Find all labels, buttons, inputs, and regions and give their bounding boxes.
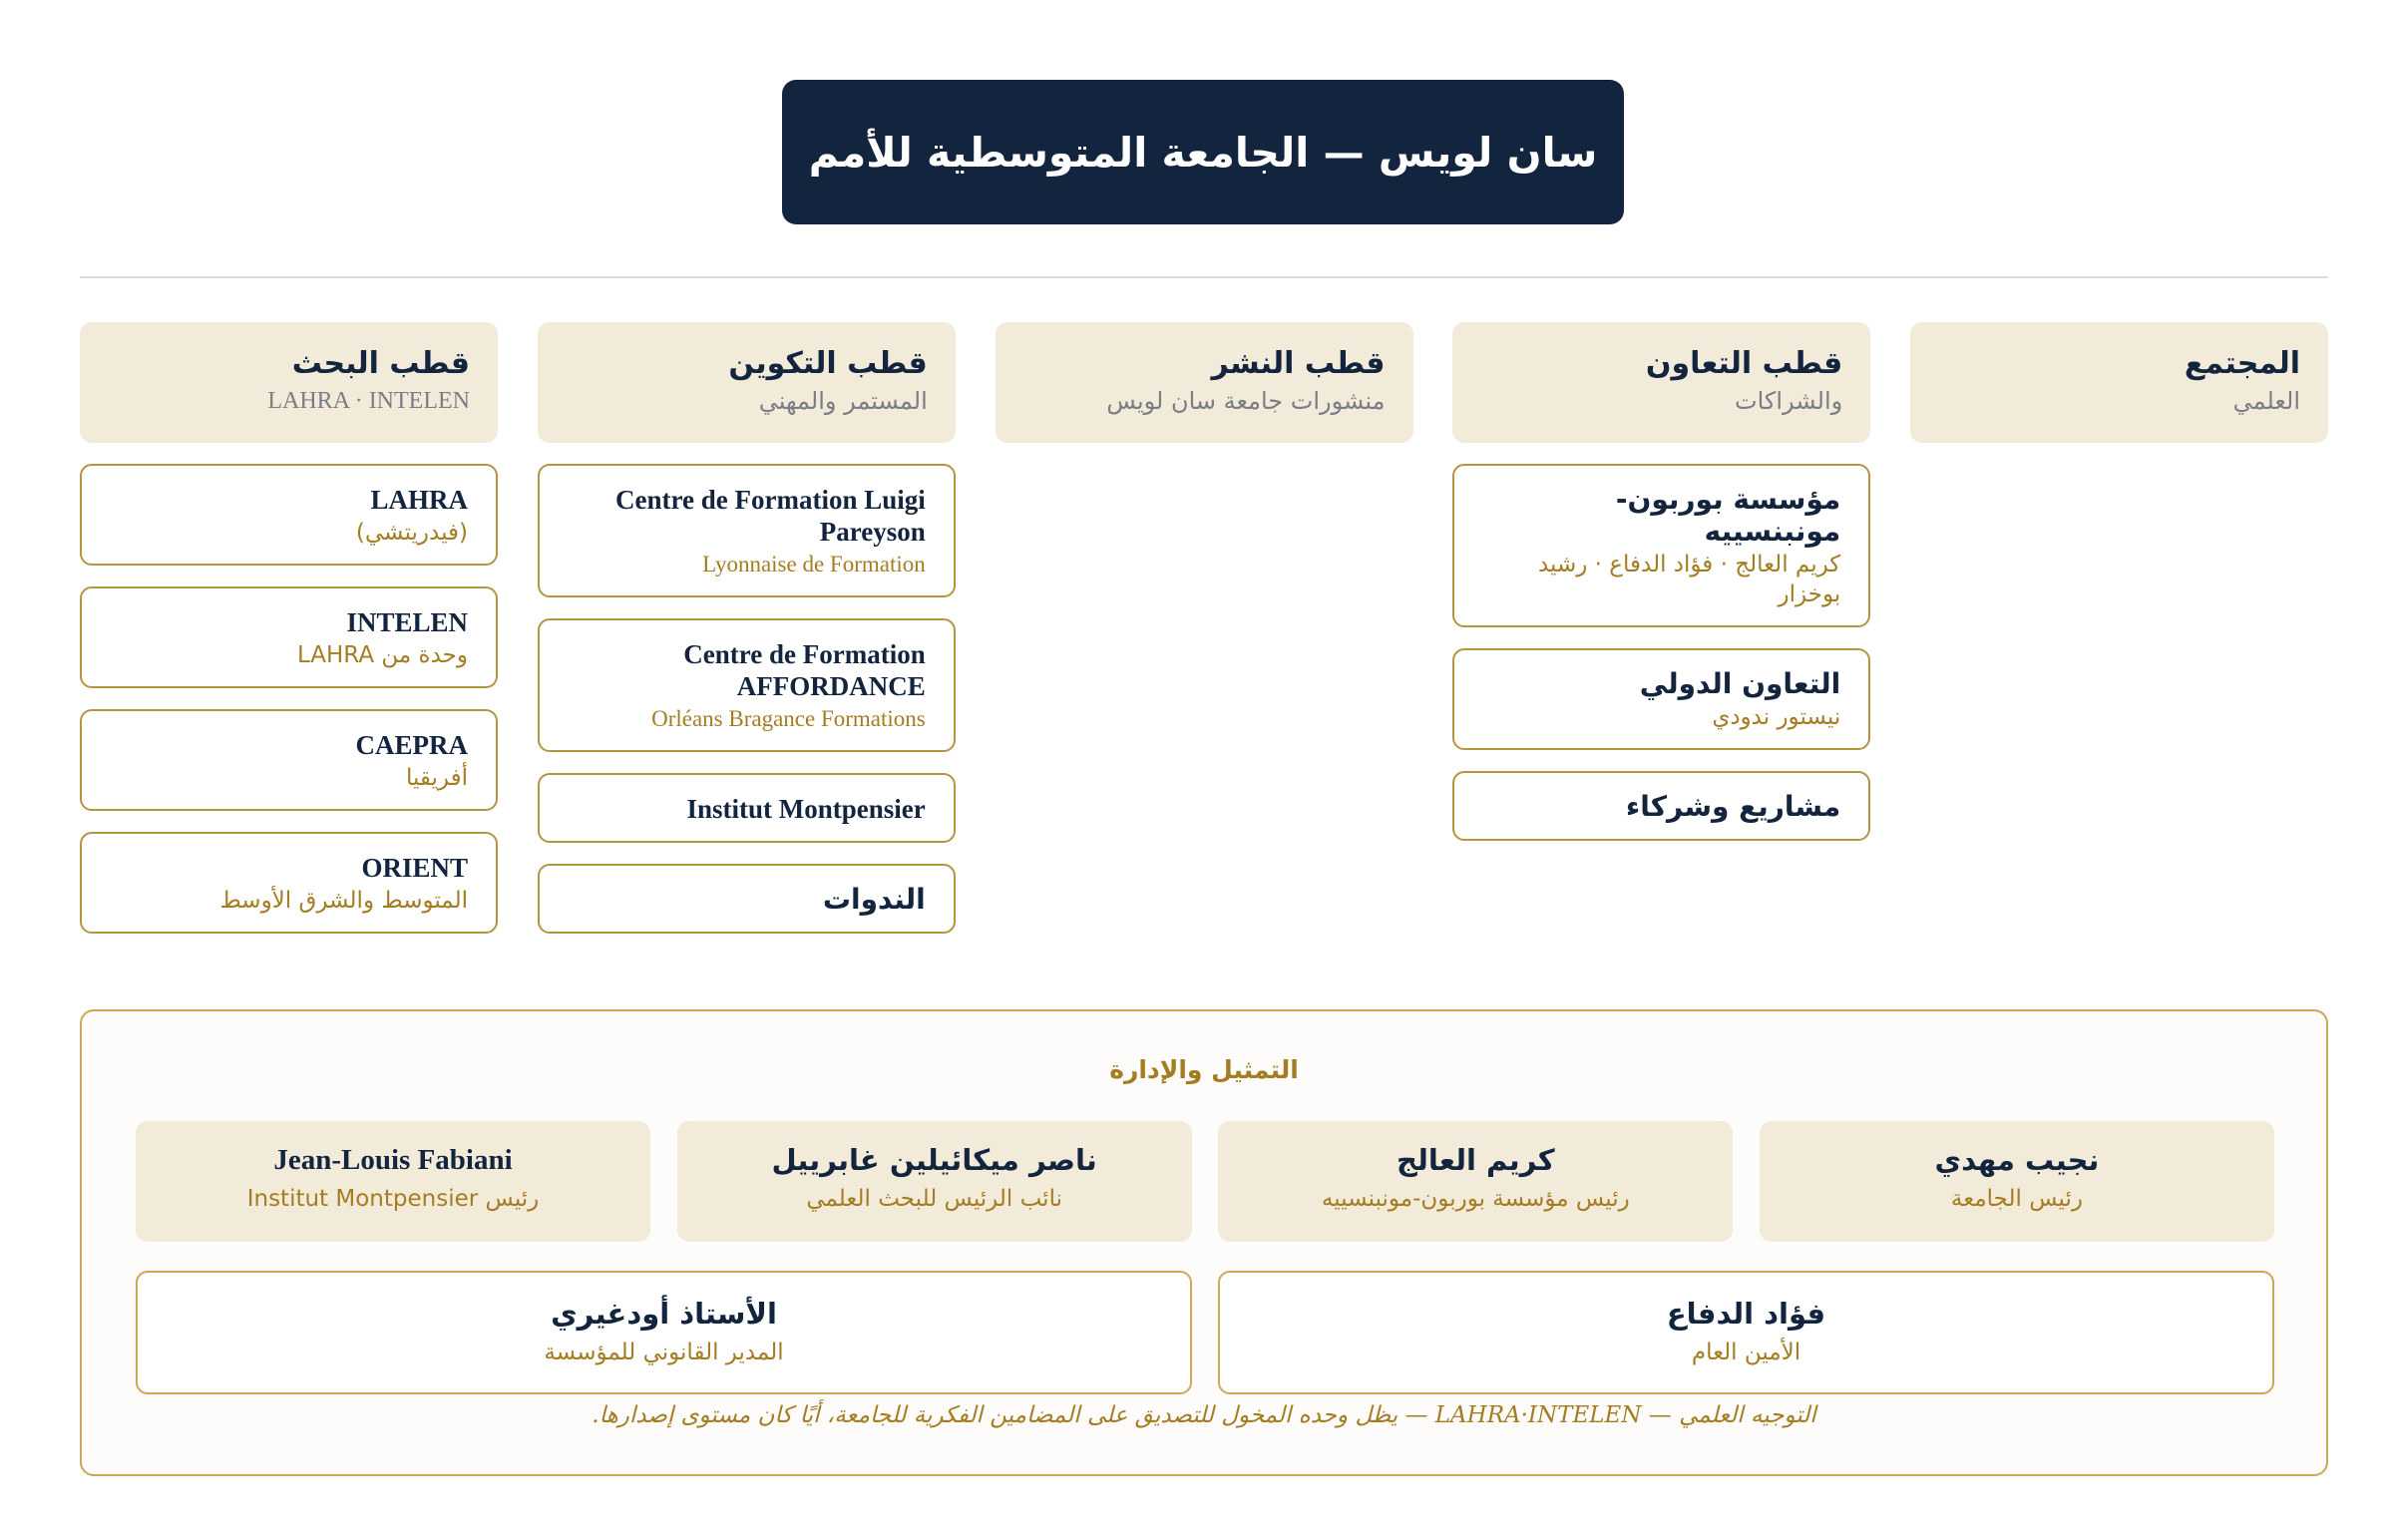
person-name: فؤاد الدفاع	[1666, 1297, 1826, 1331]
card-title: الندوات	[822, 883, 926, 916]
person-name: ناصر ميكائيلين غابرييل	[771, 1143, 1097, 1177]
card-title: Centre de Formation Luigi Pareyson	[615, 485, 926, 547]
column-community	[1910, 322, 2328, 934]
pole-header-research[interactable]	[80, 322, 498, 443]
governance-row-leaders	[136, 1121, 2274, 1242]
card-title: مؤسسة بوربون-مونبنسييه	[1615, 483, 1841, 548]
pole-title: المجتمع	[2184, 346, 2300, 381]
card-bourbon-montpensier-foundation[interactable]	[1452, 464, 1870, 627]
column-research	[80, 322, 498, 934]
card-seminars[interactable]	[538, 864, 956, 934]
pole-subtitle: المستمر والمهني	[758, 387, 928, 415]
person-name: Jean-Louis Fabiani	[273, 1144, 513, 1176]
column-cooperation	[1452, 322, 1870, 934]
main-title: سان لويس — الجامعة المتوسطية للأمم	[782, 80, 1624, 224]
person-card-foundation-president[interactable]	[1218, 1121, 1733, 1242]
poles-columns	[80, 322, 2328, 934]
card-affordance[interactable]	[538, 618, 956, 752]
card-subtitle: وحدة من LAHRA	[296, 642, 468, 668]
person-role: الأمين العام	[1691, 1340, 1801, 1365]
pole-title: قطب التعاون	[1645, 346, 1843, 381]
person-card-institut-president[interactable]	[136, 1121, 650, 1242]
pole-subtitle: العلمي	[2232, 387, 2300, 415]
card-title: Institut Montpensier	[686, 794, 926, 824]
card-international-cooperation[interactable]	[1452, 648, 1870, 750]
divider	[80, 276, 2328, 278]
governance-row-administration	[136, 1271, 2274, 1394]
person-name: نجيب مهدي	[1934, 1143, 2100, 1177]
card-title: مشاريع وشركاء	[1625, 790, 1841, 823]
pole-subtitle: منشورات جامعة سان لويس	[1106, 387, 1386, 415]
person-role: نائب الرئيس للبحث العلمي	[806, 1186, 1062, 1212]
pole-header-community[interactable]	[1910, 322, 2328, 443]
card-title: التعاون الدولي	[1639, 667, 1841, 700]
person-card-legal-director[interactable]	[136, 1271, 1192, 1394]
card-institut-montpensier[interactable]	[538, 773, 956, 843]
card-projects-partners[interactable]	[1452, 771, 1870, 841]
card-subtitle: نيستور ندودي	[1712, 704, 1841, 730]
pole-subtitle: LAHRA · INTELEN	[267, 388, 470, 414]
person-role: المدير القانوني للمؤسسة	[544, 1340, 784, 1365]
card-title: ORIENT	[361, 853, 468, 883]
card-title: CAEPRA	[355, 730, 468, 760]
card-title: INTELEN	[346, 607, 468, 637]
person-role: رئيس الجامعة	[1950, 1186, 2084, 1212]
person-card-vp-research[interactable]	[677, 1121, 1192, 1242]
governance-panel	[80, 1009, 2328, 1476]
pole-subtitle: والشراكات	[1735, 387, 1843, 415]
card-subtitle: (فيدريتشي)	[355, 520, 468, 546]
pole-header-cooperation[interactable]	[1452, 322, 1870, 443]
person-card-secretary-general[interactable]	[1218, 1271, 2274, 1394]
person-role: رئيس مؤسسة بوربون-مونبنسييه	[1321, 1186, 1630, 1212]
card-subtitle: كريم العالج · فؤاد الدفاع · رشيد بوخزار	[1537, 552, 1841, 607]
person-role: رئيس Institut Montpensier	[246, 1186, 540, 1212]
person-name: الأستاذ أودغيري	[551, 1297, 777, 1331]
card-caepra[interactable]	[80, 709, 498, 811]
pole-header-training[interactable]	[538, 322, 956, 443]
card-subtitle: أفريقيا	[405, 765, 468, 791]
pole-title: قطب البحث	[291, 346, 470, 381]
card-subtitle: Orléans Bragance Formations	[651, 706, 926, 731]
pole-title: قطب التكوين	[728, 346, 928, 381]
card-lahra[interactable]	[80, 464, 498, 566]
governance-heading: التمثيل والإدارة	[1109, 1055, 1299, 1084]
column-publishing	[996, 322, 1413, 934]
pole-title: قطب النشر	[1211, 346, 1386, 381]
card-intelen[interactable]	[80, 586, 498, 688]
governance-note: التوجيه العلمي — LAHRA·INTELEN — يظل وحده المخول للتصديق على المضامين الفكرية للجامعة، أيًا كان مستوى إصدارها.	[592, 1402, 1816, 1428]
person-name: كريم العالج	[1396, 1143, 1555, 1177]
card-title: LAHRA	[370, 485, 468, 515]
card-subtitle: المتوسط والشرق الأوسط	[219, 888, 468, 914]
card-luigi-pareyson[interactable]	[538, 464, 956, 597]
card-subtitle: Lyonnaise de Formation	[702, 552, 926, 577]
person-card-president[interactable]	[1760, 1121, 2274, 1242]
column-training	[538, 322, 956, 934]
pole-header-publishing[interactable]	[996, 322, 1413, 443]
card-orient[interactable]	[80, 832, 498, 934]
card-title: Centre de Formation AFFORDANCE	[683, 639, 926, 701]
